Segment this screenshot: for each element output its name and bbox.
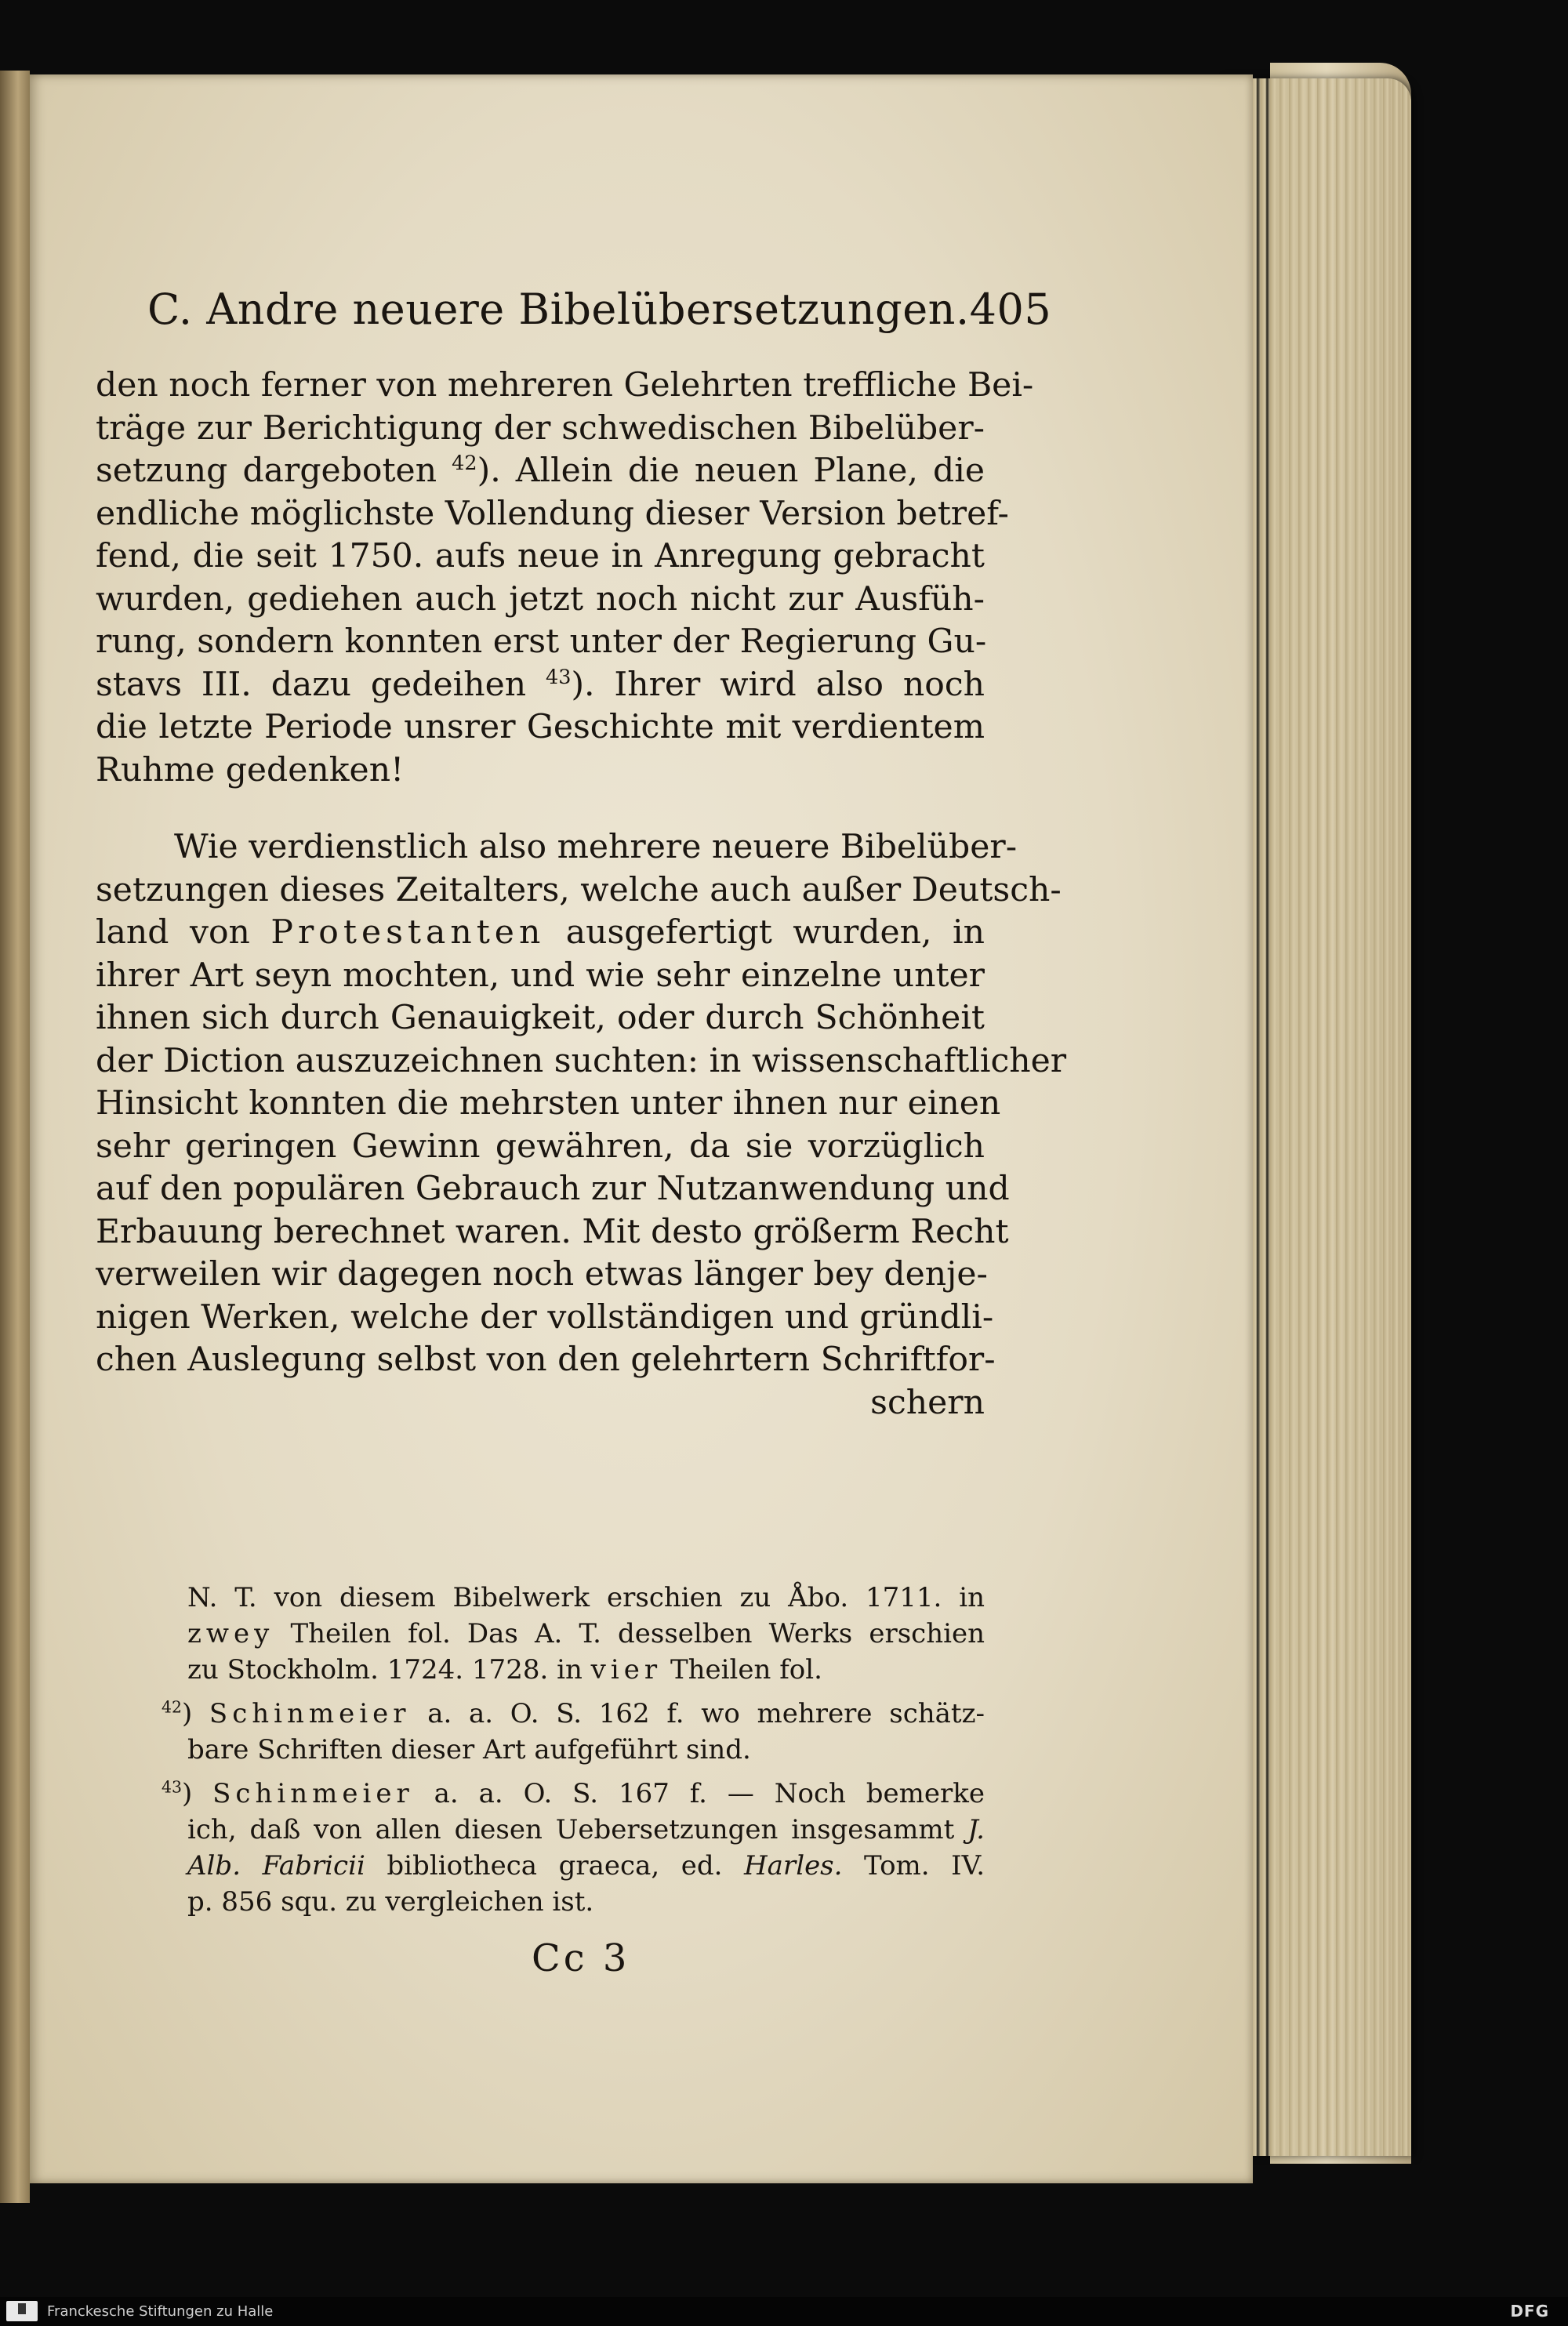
text-line: nigen Werken, welche der vollständigen und gründli- — [96, 1297, 994, 1337]
footnote-continuation — [96, 1580, 985, 1688]
footnote-43 — [96, 1776, 985, 1920]
text-line: Hinsicht konnten die mehrsten unter ihnen nur einen — [96, 1084, 1001, 1123]
footnote-line: bare Schriften dieser Art aufgeführt sind. — [187, 1734, 751, 1765]
footnote-line: zu Stockholm. 1724. 1728. in vier Theilen fol. — [187, 1654, 822, 1686]
spaced-word: Protestanten — [270, 913, 546, 952]
text-line: Ruhme gedenken! — [96, 750, 405, 789]
text-line: Erbauung berechnet waren. Mit desto größerm Recht — [96, 1212, 1009, 1251]
running-title: C. Andre neuere Bibelübersetzungen. — [147, 285, 970, 334]
footnote-line: $^{42}$) Schinmeier a. a. O. S. 162 f. wo mehrere schätz- — [162, 1697, 985, 1729]
text-line: ihrer Art seyn mochten, und wie sehr einzelne unter — [96, 956, 985, 995]
paragraph-1 — [96, 365, 1034, 792]
footnote-mark: 43 — [162, 1777, 182, 1797]
text-line: Wie verdienstlich also mehrere neuere Bibelüber- — [174, 828, 1018, 866]
text-line: setzungen dieses Zeitalters, welche auch außer Deutsch- — [96, 870, 1062, 909]
text-line: rung, sondern konnten erst unter der Regierung Gu- — [96, 622, 987, 661]
footnote-line: ich, daß von allen diesen Uebersetzungen insgesammt J. — [187, 1814, 985, 1845]
footnote-42 — [96, 1696, 985, 1768]
institution-logo-icon — [6, 2301, 38, 2321]
book-page — [30, 74, 1253, 2183]
text-line: auf den populären Gebrauch zur Nutzanwendung und — [96, 1170, 1010, 1208]
footnote-line: p. 856 squ. zu vergleichen ist. — [187, 1886, 594, 1918]
footer-bar — [0, 2297, 1568, 2326]
text-line: die letzte Periode unsrer Geschichte mit verdientem — [96, 708, 985, 746]
author-name: Schinmeier — [209, 1698, 411, 1729]
institution-name: Franckesche Stiftungen zu Halle — [47, 2303, 274, 2320]
footnote-ref-43: 43 — [546, 665, 572, 689]
text-line: der Diction auszuzeichnen suchten: in wissenschaftlicher — [96, 1041, 1067, 1080]
dfg-logo: DFG — [1510, 2302, 1549, 2321]
author-name: Schinmeier — [212, 1778, 414, 1809]
text-line: träge zur Berichtigung der schwedischen Bibelüber- — [96, 408, 985, 448]
footnote-line: zwey Theilen fol. Das A. T. desselben Werks erschien — [187, 1618, 985, 1649]
catchword: schern — [870, 1383, 985, 1422]
body-text — [96, 365, 1067, 1424]
text-line: chen Auslegung selbst von den gelehrtern Schriftfor- — [96, 1341, 996, 1379]
text-line: fend, die seit 1750. aufs neue in Anregung gebracht — [96, 537, 985, 575]
facing-page-edge — [0, 71, 30, 2203]
text-line: sehr geringen Gewinn gewähren, da sie vorzüglich — [96, 1127, 985, 1166]
page-number: 405 — [969, 285, 1052, 334]
paragraph-2 — [96, 826, 1067, 1424]
footnotes — [96, 1580, 985, 1928]
text-line: stavs III. dazu gedeihen $^{43}$). Ihrer wird also noch — [96, 665, 985, 704]
text-line: setzung dargeboten $^{42}$). Allein die neuen Plane, die — [96, 451, 985, 490]
footnote-ref-42: 42 — [452, 451, 477, 475]
text-line: den noch ferner von mehreren Gelehrten treffliche Bei- — [96, 366, 1034, 405]
text-line: endliche möglichste Vollendung dieser Version betref- — [96, 494, 1009, 533]
page-header — [147, 285, 1052, 347]
text-line: wurden, gediehen auch jetzt noch nicht zur Ausfüh- — [96, 579, 985, 619]
footnote-line: N. T. von diesem Bibelwerk erschien zu Åbo. 1711. in — [187, 1582, 985, 1613]
printer-signature: Cc 3 — [532, 1936, 630, 1980]
text-line: verweilen wir dagegen noch etwas länger bey denje- — [96, 1255, 988, 1294]
footnote-mark: 42 — [162, 1697, 182, 1717]
footnote-line: $^{43}$) Schinmeier a. a. O. S. 167 f. — Noch bemerke — [162, 1777, 985, 1809]
footnote-line: Alb. Fabricii bibliotheca graeca, ed. Harles. Tom. IV. — [187, 1850, 985, 1881]
text-line: ihnen sich durch Genauigkeit, oder durch Schönheit — [96, 999, 985, 1037]
text-line: land von Protestanten ausgefertigt wurden, in — [96, 913, 985, 952]
